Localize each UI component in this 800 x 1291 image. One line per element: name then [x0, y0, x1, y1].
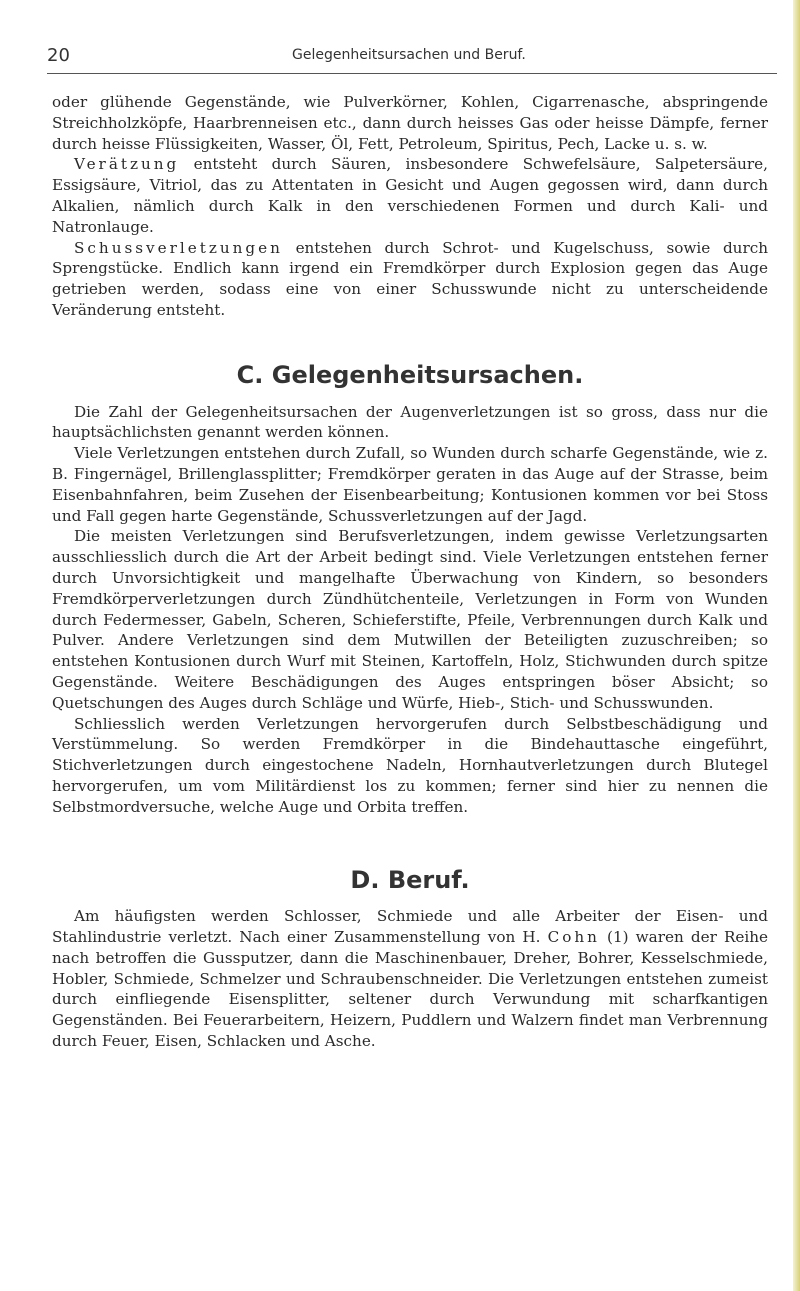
paragraph-c-4: Schliesslich werden Verletzungen hervorgerufen durch Selbstbeschädigung und Verstümmelung. So werden Fremdkörper in die Bindehauttasche eingeführt, Stichverletzungen durch eingestochene Nadeln, Hornhautverletzungen durch Blutegel hervorgerufen, um vom Militärdienst los zu kommen; ferner sind hier zu nennen die Selbstmordversuche, welche Auge und Orbita treffen.: [52, 714, 768, 816]
paragraph-schussverletzungen-text: entstehen durch Schrot- und Kugelschuss, sowie durch Sprengstücke. Endlich kann irgend ein Fremdkörper durch Explosion gegen das Auge getrieben werden, sodass eine von einer Schusswunde nicht zu unterscheidende Veränderung entsteht.: [52, 238, 768, 319]
section-heading-d: D. Beruf.: [350, 865, 470, 894]
running-head: Gelegenheitsursachen und Beruf.: [292, 47, 526, 63]
section-heading-c: C. Gelegenheitsursachen.: [236, 360, 584, 389]
page-body: [52, 92, 768, 1052]
term-schussverletzungen: Schussverletzungen: [74, 238, 283, 257]
page-number: 20: [47, 45, 70, 66]
paragraph-c-2: Viele Verletzungen entstehen durch Zufall, so Wunden durch scharfe Gegenstände, wie z. B. Fingernägel, Brillenglassplitter; Fremdkörper geraten in das Auge auf der Strasse, beim Eisenbahnfahren, beim Zusehen der Eisenbearbeitung; Kontusionen kommen vor bei Stoss und Fall gegen harte Gegenstände, Schussverletzungen auf der Jagd.: [52, 444, 768, 525]
paragraph-c-3: Die meisten Verletzungen sind Berufsverletzungen, indem gewisse Verletzungsarten ausschliesslich durch die Art der Arbeit bedingt sind. Viele Verletzungen entstehen ferner durch Unvorsichtigkeit und mangelhafte Überwachung von Kindern, so besonders Fremdkörperverletzungen durch Zündhütchenteile, Verletzungen in Form von Wunden durch Federmesser, Gabeln, Scheren, Schieferstifte, Pfeile, Verbrennungen durch Kalk und Pulver. Andere Verletzungen sind dem Mutwillen der Beteiligten zuzuschreiben; so entstehen Kontusionen durch Wurf mit Steinen, Kartoffeln, Holz, Stichwunden durch spitze Gegenstände. Weitere Beschädigungen des Auges entspringen böser Absicht; so Quetschungen des Auges durch Schläge und Würfe, Hieb-, Stich- und Schusswunden.: [52, 527, 768, 712]
author-name-cohn: Cohn: [547, 928, 600, 947]
page-edge-tint: [793, 0, 800, 1291]
paragraph-d-1-start: Am häufigsten werden Schlosser, Schmiede und alle Arbeiter der Eisen- und Stahlindustrie verletzt. Nach einer Zusammenstellung von H.: [52, 907, 768, 947]
paragraph-continuation: oder glühende Gegenstände, wie Pulverkörner, Kohlen, Cigarrenasche, abspringende Streichholzköpfe, Haarbrenneisen etc., dann durch heisses Gas oder heisse Dämpfe, ferner durch heisse Flüssigkeiten, Wasser, Öl, Fett, Petroleum, Spiritus, Pech, Lacke u. s. w.: [52, 93, 768, 153]
paragraph-schussverletzungen: [52, 238, 768, 321]
header-rule: [47, 73, 777, 74]
paragraph-veraetzung: [52, 154, 768, 237]
page-header: [47, 45, 777, 69]
paragraph-veraetzung-text: entsteht durch Säuren, insbesondere Schwefelsäure, Salpetersäure, Essigsäure, Vitriol, das zu Attentaten in Gesicht und Augen gegossen wird, dann durch Alkalien, nämlich durch Kalk in den verschiedenen Formen und durch Kali- und Natronlauge.: [52, 155, 768, 236]
paragraph-d-1: [52, 906, 768, 1052]
term-veraetzung: Verätzung: [74, 155, 180, 174]
paragraph-c-1: Die Zahl der Gelegenheitsursachen der Augenverletzungen ist so gross, dass nur die hauptsächlichsten genannt werden können.: [52, 402, 768, 442]
paragraph-d-1-end: (1) waren der Reihe nach betroffen die Gussputzer, dann die Maschinenbauer, Dreher, Bohrer, Kesselschmiede, Hobler, Schmiede, Schmelzer und Schraubenschneider. Die Verletzungen entstehen zumeist durch einfliegende Eisensplitter, seltener durch Verwundung mit scharfkantigen Gegenständen. Bei Feuerarbeitern, Heizern, Puddlern und Walzern findet man Verbrennung durch Feuer, Eisen, Schlacken und Asche.: [52, 928, 768, 1051]
